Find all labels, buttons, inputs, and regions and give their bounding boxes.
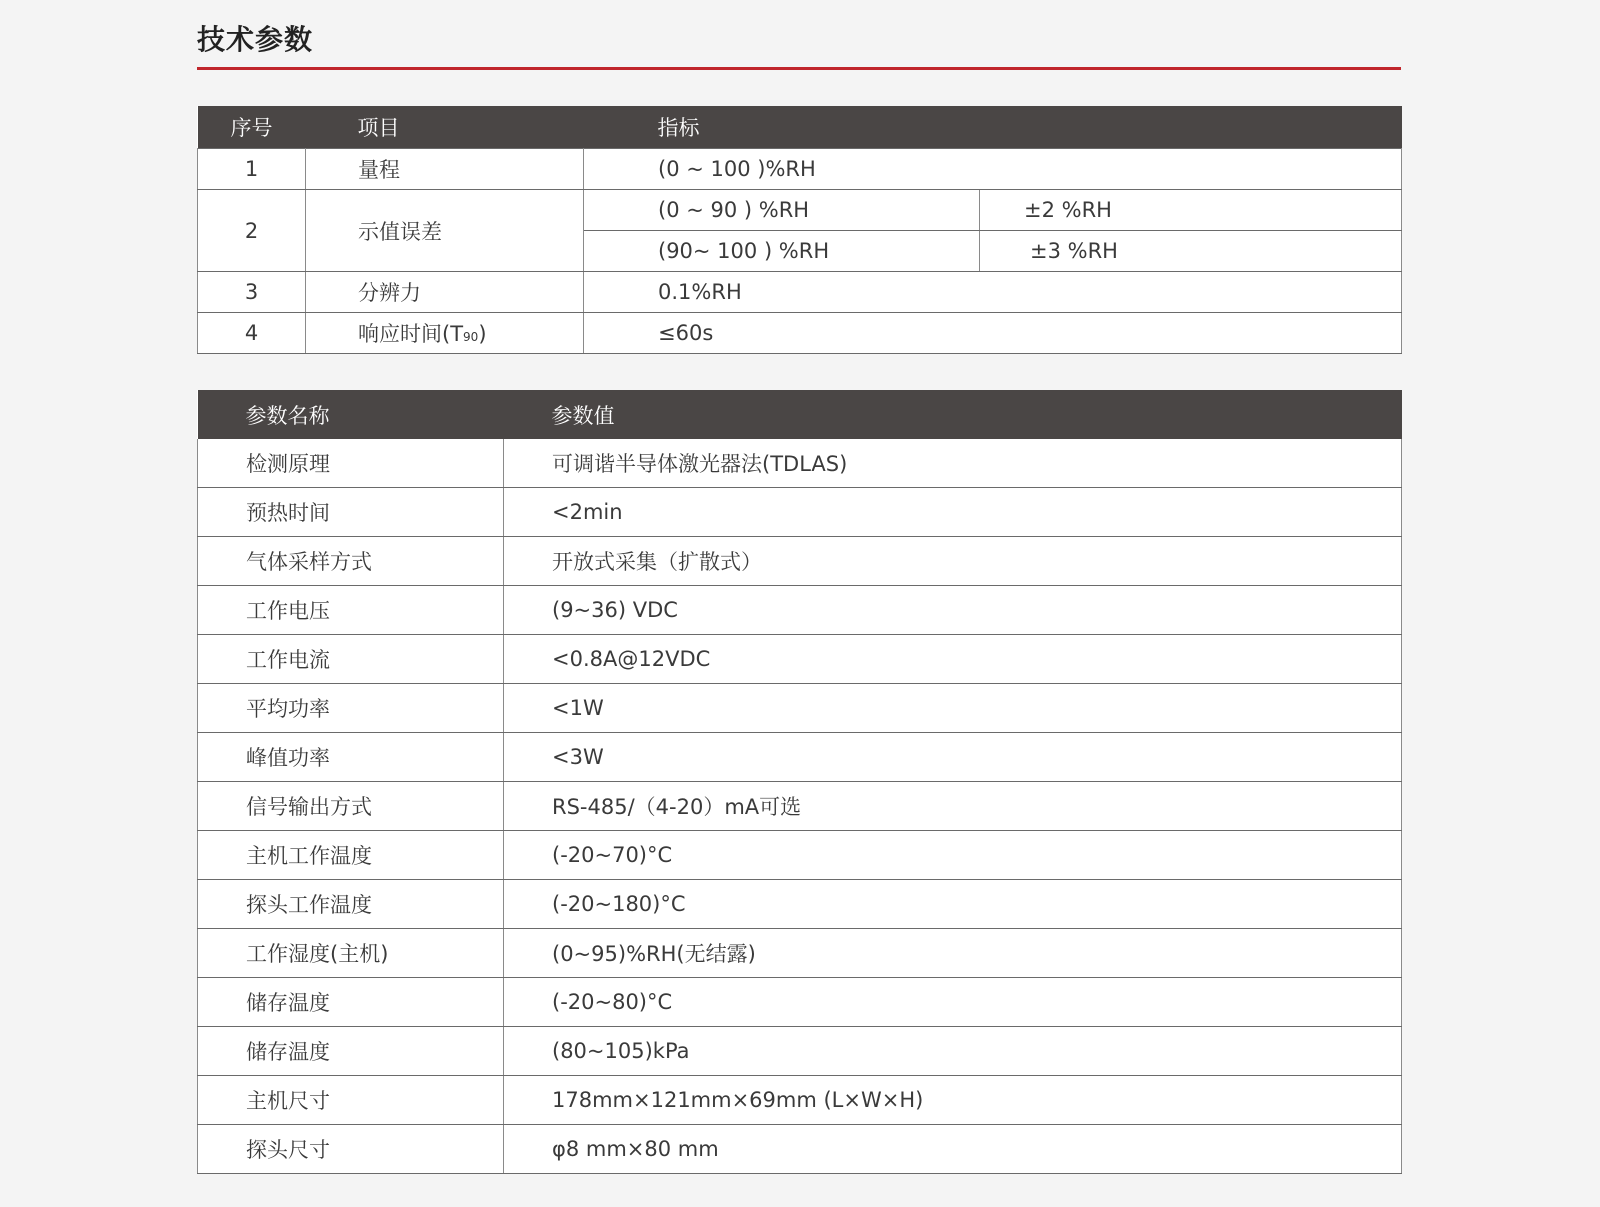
row-no: 3 <box>198 272 306 313</box>
row-spec-range: (0 ~ 90 ) %RH <box>584 190 980 231</box>
param-name: 主机工作温度 <box>198 831 504 880</box>
param-name: 工作湿度(主机) <box>198 929 504 978</box>
param-value: (80~105)kPa <box>504 1027 1402 1076</box>
param-name: 探头尺寸 <box>198 1125 504 1174</box>
param-value: RS-485/（4-20）mA可选 <box>504 782 1402 831</box>
table-row <box>198 313 1402 354</box>
parameter-table-header <box>198 390 1402 439</box>
param-name: 气体采样方式 <box>198 537 504 586</box>
row-item-text: 响应时间(T <box>358 322 464 346</box>
table-row <box>198 488 1402 537</box>
table-row <box>198 978 1402 1027</box>
header-name: 参数名称 <box>198 390 504 439</box>
param-name: 工作电流 <box>198 635 504 684</box>
row-item: 分辨力 <box>306 272 584 313</box>
param-value: <2min <box>504 488 1402 537</box>
row-no: 2 <box>198 190 306 272</box>
row-spec: (0 ~ 100 )%RH <box>584 149 1402 190</box>
param-value: (-20~180)°C <box>504 880 1402 929</box>
param-name: 工作电压 <box>198 586 504 635</box>
row-spec-range: (90~ 100 ) %RH <box>584 231 980 272</box>
row-item: 示值误差 <box>306 190 584 272</box>
table-row <box>198 782 1402 831</box>
param-value: (-20~70)°C <box>504 831 1402 880</box>
param-value: 可调谐半导体激光器法(TDLAS) <box>504 439 1402 488</box>
param-name: 储存温度 <box>198 1027 504 1076</box>
param-name: 探头工作温度 <box>198 880 504 929</box>
param-name: 预热时间 <box>198 488 504 537</box>
spec-table-header <box>198 106 1402 149</box>
table-row <box>198 1076 1402 1125</box>
row-spec-value: ±2 %RH <box>980 190 1402 231</box>
param-value: φ8 mm×80 mm <box>504 1125 1402 1174</box>
table-row <box>198 831 1402 880</box>
param-value: 178mm×121mm×69mm (L×W×H) <box>504 1076 1402 1125</box>
param-name: 主机尺寸 <box>198 1076 504 1125</box>
param-value: (-20~80)°C <box>504 978 1402 1027</box>
title-underline <box>197 67 1401 70</box>
param-value: 开放式采集（扩散式） <box>504 537 1402 586</box>
row-item: 量程 <box>306 149 584 190</box>
table-row <box>198 190 1402 231</box>
table-row <box>198 1027 1402 1076</box>
param-value: <1W <box>504 684 1402 733</box>
row-item <box>306 313 584 354</box>
table-row <box>198 586 1402 635</box>
param-name: 峰值功率 <box>198 733 504 782</box>
header-spec: 指标 <box>584 106 1402 149</box>
param-value: (0~95)%RH(无结露) <box>504 929 1402 978</box>
row-no: 4 <box>198 313 306 354</box>
param-name: 平均功率 <box>198 684 504 733</box>
param-name: 储存温度 <box>198 978 504 1027</box>
table-row <box>198 684 1402 733</box>
table-row <box>198 929 1402 978</box>
table-row <box>198 272 1402 313</box>
table-row <box>198 149 1402 190</box>
table-row <box>198 880 1402 929</box>
param-value: (9~36) VDC <box>504 586 1402 635</box>
param-name: 信号输出方式 <box>198 782 504 831</box>
spec-table <box>197 106 1402 354</box>
header-value: 参数值 <box>504 390 1402 439</box>
row-spec: ≤60s <box>584 313 1402 354</box>
table-row <box>198 537 1402 586</box>
row-no: 1 <box>198 149 306 190</box>
parameter-table <box>197 390 1402 1174</box>
row-spec: 0.1%RH <box>584 272 1402 313</box>
parameter-table-body <box>198 439 1402 1174</box>
row-spec-value: ±3 %RH <box>980 231 1402 272</box>
row-item-suffix: ) <box>478 322 487 346</box>
table-row <box>198 733 1402 782</box>
table-row <box>198 1125 1402 1174</box>
param-name: 检测原理 <box>198 439 504 488</box>
header-item: 项目 <box>306 106 584 149</box>
page-title: 技术参数 <box>197 23 314 56</box>
table-row <box>198 439 1402 488</box>
table-row <box>198 635 1402 684</box>
header-no: 序号 <box>198 106 306 149</box>
row-item-subscript: 90 <box>463 330 479 344</box>
param-value: <3W <box>504 733 1402 782</box>
param-value: <0.8A@12VDC <box>504 635 1402 684</box>
